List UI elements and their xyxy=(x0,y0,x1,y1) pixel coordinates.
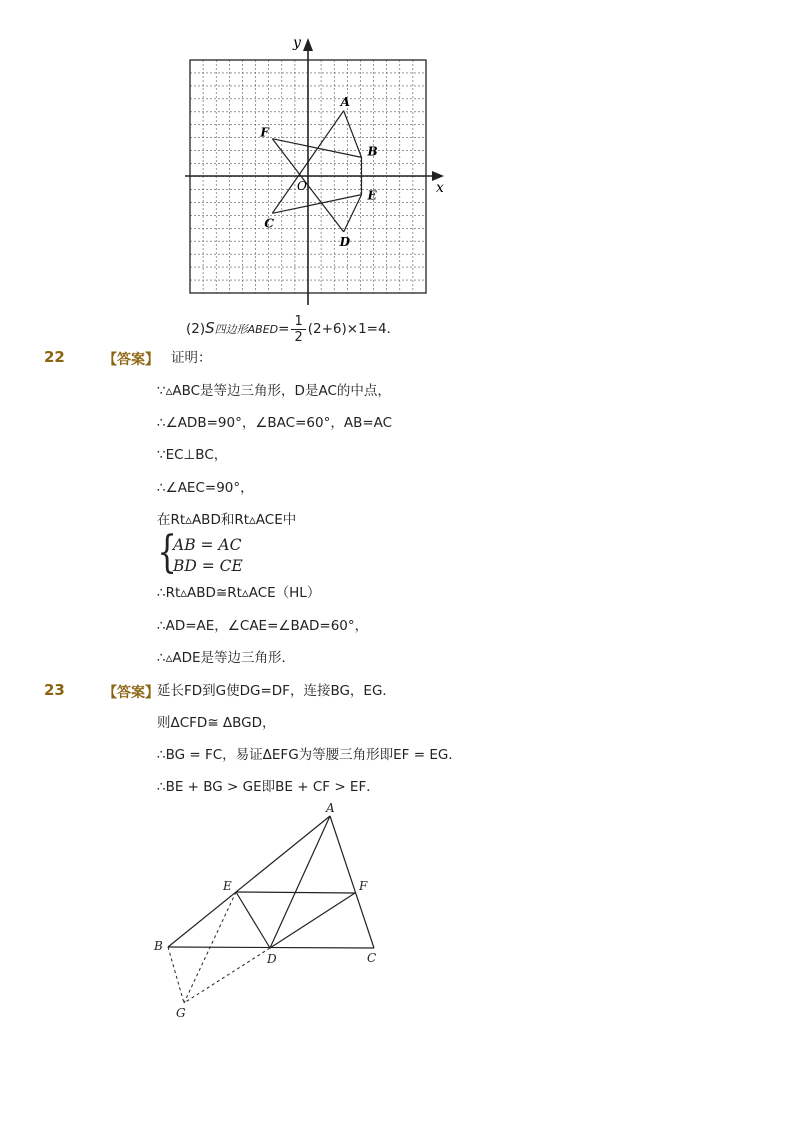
point-label-D: D xyxy=(339,234,351,249)
fig2-label-B: B xyxy=(154,939,163,953)
q22-line-8: ∴▵ADE是等边三角形． xyxy=(157,650,296,666)
fig2-label-C: C xyxy=(367,951,377,965)
fraction-half xyxy=(291,314,305,345)
answer-label-22: 【答案】 xyxy=(103,352,159,368)
area-prefix: (2) xyxy=(186,321,206,337)
point-label-F: F xyxy=(260,125,269,140)
point-label-A: A xyxy=(340,94,350,109)
q23-line-3: ∴BG = FC，易证ΔEFG为等腰三角形即EF = EG． xyxy=(157,747,462,763)
question-number-22: 22 xyxy=(44,348,65,366)
q22-line-2: ∴∠ADB=90°，∠BAC=60°，AB=AC xyxy=(157,415,393,431)
q22-line-5: 在Rt▵ABD和Rt▵ACE中 xyxy=(157,512,297,528)
figure1-shapes xyxy=(259,95,377,249)
area-s: S xyxy=(205,319,215,337)
origin-label: O xyxy=(297,179,307,193)
q22-line-1: ∵▵ABC是等边三角形，D是AC的中点， xyxy=(157,383,391,399)
triangle-solid-lines xyxy=(168,816,374,948)
segment-AB xyxy=(168,816,330,947)
q23-line-1: 延长FD到G使DG=DF，连接BG，EG． xyxy=(157,683,396,699)
q22-line-4: ∴∠AEC=90°， xyxy=(157,480,254,496)
q22-line-6: ∴Rt▵ABD≅Rt▵ACE（HL） xyxy=(157,585,321,601)
q22-line-7: ∴AD=AE，∠CAE=∠BAD=60°， xyxy=(157,618,369,634)
fig2-label-G: G xyxy=(176,1006,186,1020)
question-number-23: 23 xyxy=(44,681,65,699)
coordinate-figure xyxy=(180,35,450,310)
fraction-numerator: 1 xyxy=(291,314,305,330)
fig2-label-F: F xyxy=(359,879,368,893)
segment-AC xyxy=(330,816,374,948)
area-line xyxy=(186,313,400,343)
fig2-label-A: A xyxy=(326,801,335,815)
y-axis-arrow xyxy=(303,38,313,51)
q22-system-line-1: AB = AC xyxy=(173,536,242,554)
y-axis-label: y xyxy=(293,35,301,51)
q23-line-4: ∴BE + BG > GE即BE + CF > EF． xyxy=(157,779,380,795)
point-label-E: E xyxy=(367,188,377,203)
fraction-denominator: 2 xyxy=(294,329,303,345)
point-label-C: C xyxy=(264,216,274,231)
segment-ED xyxy=(344,195,362,232)
point-label-B: B xyxy=(367,144,378,159)
q22-system xyxy=(156,527,276,582)
q22-brace: { xyxy=(157,527,177,578)
q22-intro: 证明： xyxy=(171,350,212,366)
q22-system-line-2: BD = CE xyxy=(173,557,243,575)
area-rest: (2+6)×1=4． xyxy=(307,321,401,337)
area-subscript: 四边形ABED xyxy=(214,323,279,336)
q23-line-2: 则ΔCFD≅ ΔBGD， xyxy=(157,715,276,731)
segment-FB xyxy=(272,139,361,158)
area-eq: = xyxy=(278,321,290,337)
x-axis-label: x xyxy=(436,180,444,196)
segment-ED xyxy=(236,892,270,948)
q22-line-3: ∵EC⊥BC， xyxy=(157,447,228,463)
fig2-label-D: D xyxy=(267,952,277,966)
fig2-label-E: E xyxy=(223,879,232,893)
triangle-figure xyxy=(140,798,400,1028)
answer-label-23: 【答案】 xyxy=(103,685,159,701)
segment-BG xyxy=(168,947,184,1003)
